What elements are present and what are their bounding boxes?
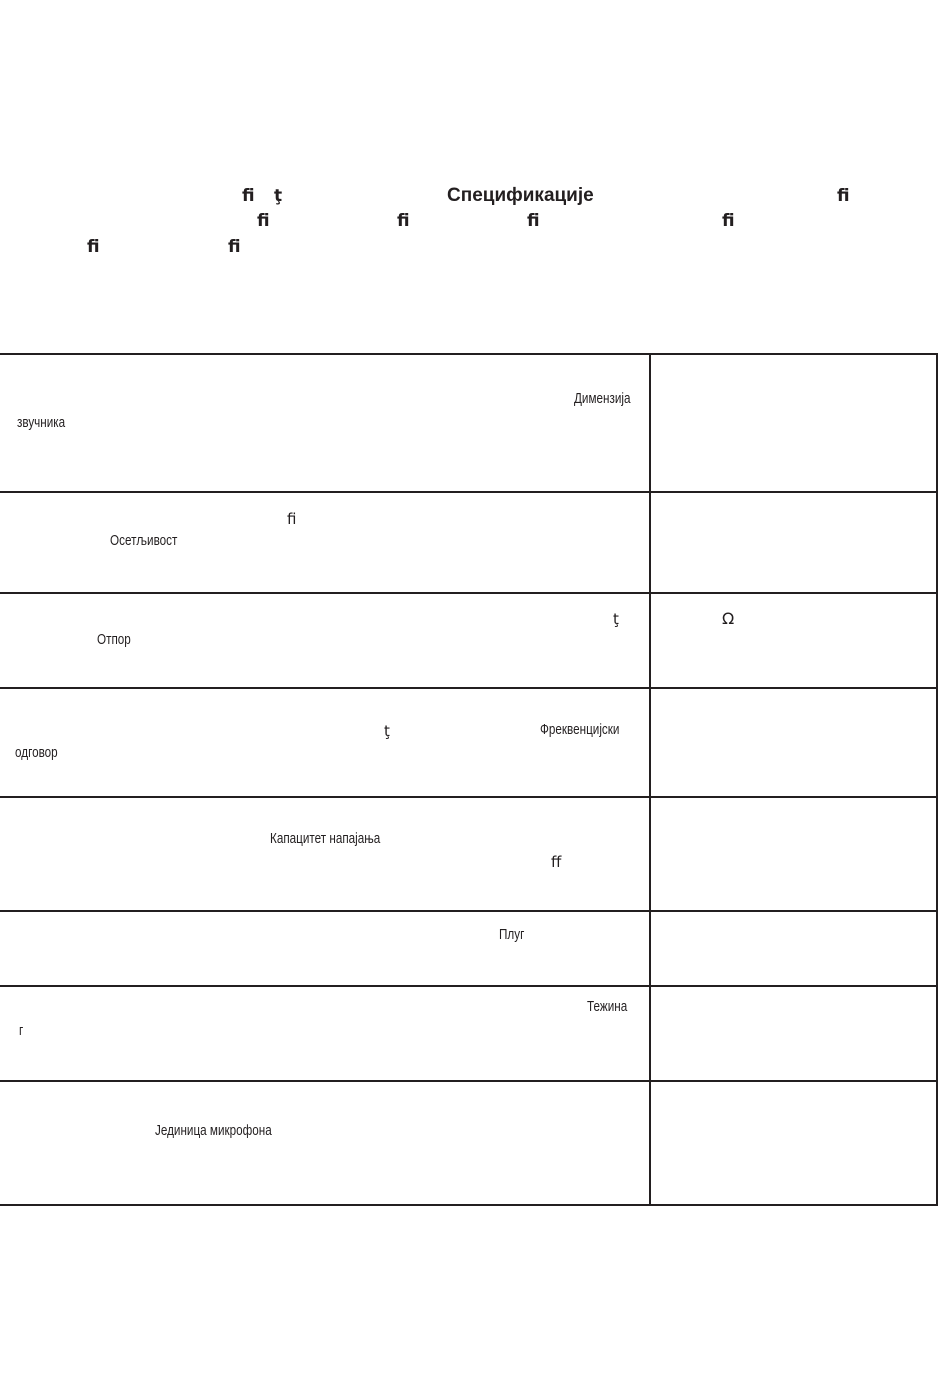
row-label-continued: звучника [17, 414, 66, 431]
table-right-border [936, 353, 938, 1206]
row-label: Димензија [574, 390, 631, 407]
row-mark: ff [551, 853, 562, 871]
table-divider [0, 491, 938, 493]
heading-fragment: fi [722, 211, 735, 231]
table-divider [0, 687, 938, 689]
table-divider [0, 1080, 938, 1082]
table-divider [0, 353, 938, 355]
table-divider [0, 796, 938, 798]
page-title: Спецификације [447, 185, 594, 206]
heading-fragment: fi [527, 211, 540, 231]
heading-fragment: fi [837, 186, 850, 206]
row-label: Капацитет напајања [270, 830, 381, 847]
row-mark: ţ [384, 722, 390, 740]
heading-fragment: fi [257, 211, 270, 231]
heading-fragment: fi [242, 186, 255, 206]
row-mark: ţ [613, 610, 619, 628]
row-label: Плуг [499, 926, 525, 943]
table-divider [0, 910, 938, 912]
heading-fragment: fi [87, 237, 100, 257]
heading-fragment: ţ [274, 186, 283, 206]
column-divider [649, 353, 651, 1206]
row-label: Јединица микрофона [155, 1122, 272, 1139]
row-value: Ω [722, 609, 735, 628]
row-mark: fi [287, 510, 297, 528]
row-label-continued: одговор [15, 744, 58, 761]
row-label: Осетљивост [110, 532, 178, 549]
heading-fragment: fi [228, 237, 241, 257]
table-divider [0, 1204, 938, 1206]
row-label: Тежина [587, 998, 628, 1015]
row-label-continued: г [19, 1022, 24, 1039]
row-label: Отпор [97, 631, 131, 648]
table-divider [0, 985, 938, 987]
row-label: Фреквенцијски [540, 721, 620, 738]
heading-fragment: fi [397, 211, 410, 231]
table-divider [0, 592, 938, 594]
